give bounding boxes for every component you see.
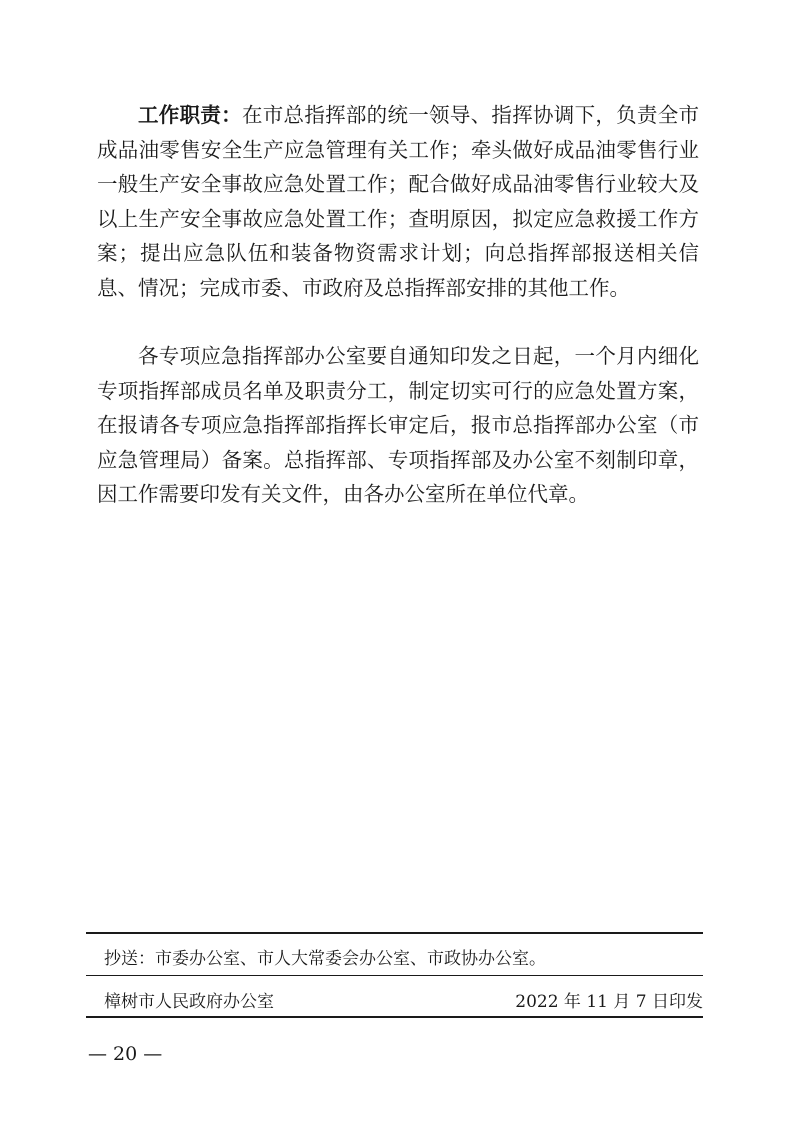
cc-line: 抄送：市委办公室、市人大常委会办公室、市政协办公室。 [104,949,546,969]
duties-text: 在市总指挥部的统一领导、指挥协调下，负责全市成品油零售安全生产应急管理有关工作；牵头做好成品油零售行业一般生产安全事故应急处置工作；配合做好成品油零售行业较大及以上生产安全事故应急处置工作；查明原因，拟定应急救援工作方案；提出应急队伍和装备物资需求计划；向总指挥部报送相关信息、情况；完成市委、市政府及总指挥部安排的其他工作。 [97,103,700,300]
duties-label: 工作职责： [138,103,242,127]
footer-top-rule [86,932,703,934]
filing-paragraph: 各专项应急指挥部办公室要自通知印发之日起，一个月内细化专项指挥部成员名单及职责分工，制定切实可行的应急处置方案，在报请各专项应急指挥部指挥长审定后，报市总指挥部办公室（市应急管理局）备案。总指挥部、专项指挥部及办公室不刻制印章，因工作需要印发有关文件，由各办公室所在单位代章。 [97,344,699,506]
issue-date: 2022 年 11 月 7 日印发 [515,992,703,1012]
issuer: 樟树市人民政府办公室 [104,992,274,1012]
footer-middle-rule [86,975,703,976]
duties-paragraph [97,98,699,305]
page-number: — 20 — [88,1043,163,1065]
footer-bottom-rule [86,1016,703,1018]
